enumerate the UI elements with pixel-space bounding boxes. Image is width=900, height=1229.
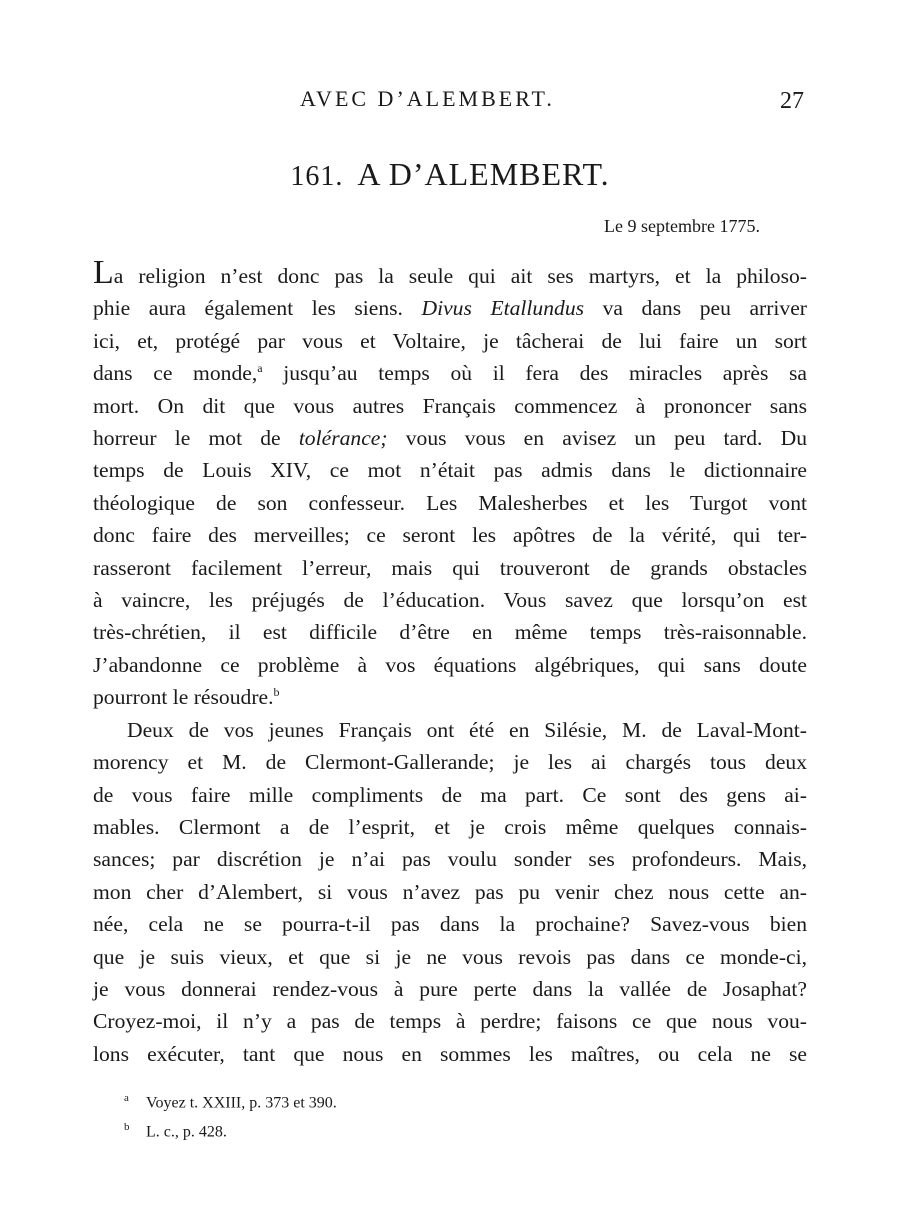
text-line: née, cela ne se pourra-t-il pas dans la prochaine? Savez-vous bien	[93, 912, 807, 937]
text-line: donc faire des merveilles; ce seront les apôtres de la vérité, qui ter-	[93, 523, 807, 548]
footnote-text: Voyez t. XXIII, p. 373 et 390.	[146, 1094, 337, 1112]
drop-cap: L	[93, 254, 114, 291]
italic-text: tolérance;	[298, 426, 388, 451]
letter-date: Le 9 septembre 1775.	[604, 216, 760, 236]
footnote-mark: a	[124, 1092, 129, 1104]
text-line: je vous donnerai rendez-vous à pure perte dans la vallée de Josaphat?	[93, 976, 807, 1001]
running-title: AVEC D’ALEMBERT.	[300, 86, 555, 111]
text-line: Croyez-moi, il n’y a pas de temps à perdre; faisons ce que nous vou-	[93, 1009, 807, 1034]
text-span: dans ce monde,	[93, 361, 258, 386]
text-line: morency et M. de Clermont-Gallerande; je les ai chargés tous deux	[93, 750, 807, 775]
text-span: a religion n’est donc pas la seule qui ait ses martyrs, et la philoso-	[113, 264, 807, 288]
footnote-ref[interactable]: a	[257, 361, 263, 376]
text-line: très-chrétien, il est difficile d’être en même temps très-raisonnable.	[93, 620, 807, 645]
text-line: sances; par discrétion je n’ai pas voulu sonder ses profondeurs. Mais,	[93, 847, 807, 872]
footnote	[124, 1086, 337, 1115]
text-line: temps de Louis XIV, ce mot n’était pas admis dans le dictionnaire	[93, 458, 807, 483]
text-line: Deux de vos jeunes Français ont été en Silésie, M. de Laval-Mont-	[127, 717, 807, 742]
text-line: ici, et, protégé par vous et Voltaire, je tâcherai de lui faire un sort	[93, 328, 807, 353]
footnote	[124, 1115, 337, 1144]
text-span: jusqu’au temps où il fera des miracles après sa	[262, 361, 808, 386]
running-head	[0, 86, 900, 116]
text-line	[93, 422, 807, 454]
letter-number: 161.	[290, 161, 344, 192]
footnote-ref[interactable]: b	[273, 685, 280, 700]
text-line: J’abandonne ce problème à vos équations algébriques, qui sans doute	[93, 652, 807, 677]
text-line: théologique de son confesseur. Les Malesherbes et les Turgot vont	[93, 490, 807, 515]
text-line: mort. On dit que vous autres Français commencez à prononcer sans	[93, 393, 807, 418]
text-line	[93, 256, 807, 292]
letter-body	[93, 256, 807, 1070]
text-span: horreur le mot de	[93, 426, 299, 451]
footnotes	[124, 1086, 337, 1145]
letter-heading	[0, 156, 900, 193]
text-span: pourront le résoudre.	[93, 685, 274, 710]
paragraph-2	[93, 714, 807, 1070]
text-line: lons exécuter, tant que nous en sommes les maîtres, ou cela ne se	[93, 1041, 807, 1066]
text-line: à vaincre, les préjugés de l’éducation. Vous savez que lorsqu’on est	[93, 588, 807, 613]
text-line: rasseront facilement l’erreur, mais qui trouveront de grands obstacles	[93, 555, 807, 580]
text-line: mon cher d’Alembert, si vous n’avez pas pu venir chez nous cette an-	[93, 879, 807, 904]
text-span: va dans peu arriver	[584, 296, 807, 321]
footnote-mark: b	[124, 1121, 130, 1134]
letter-title: A D’ALEMBERT.	[357, 156, 610, 192]
paragraph-1	[93, 256, 807, 714]
text-line	[93, 292, 807, 324]
text-line: de vous faire mille compliments de ma part. Ce sont des gens ai-	[93, 782, 807, 807]
page-number: 27	[780, 88, 804, 114]
text-line	[93, 357, 807, 389]
text-line: que je suis vieux, et que si je ne vous revois pas dans ce monde-ci,	[93, 944, 807, 969]
text-line: mables. Clermont a de l’esprit, et je crois même quelques connais-	[93, 814, 807, 839]
text-span: vous vous en avisez un peu tard. Du	[387, 426, 808, 451]
footnote-text: L. c., p. 428.	[146, 1123, 227, 1141]
italic-text: Divus Etallundus	[421, 296, 585, 321]
text-span: phie aura également les siens.	[93, 296, 422, 321]
text-line	[93, 681, 807, 713]
